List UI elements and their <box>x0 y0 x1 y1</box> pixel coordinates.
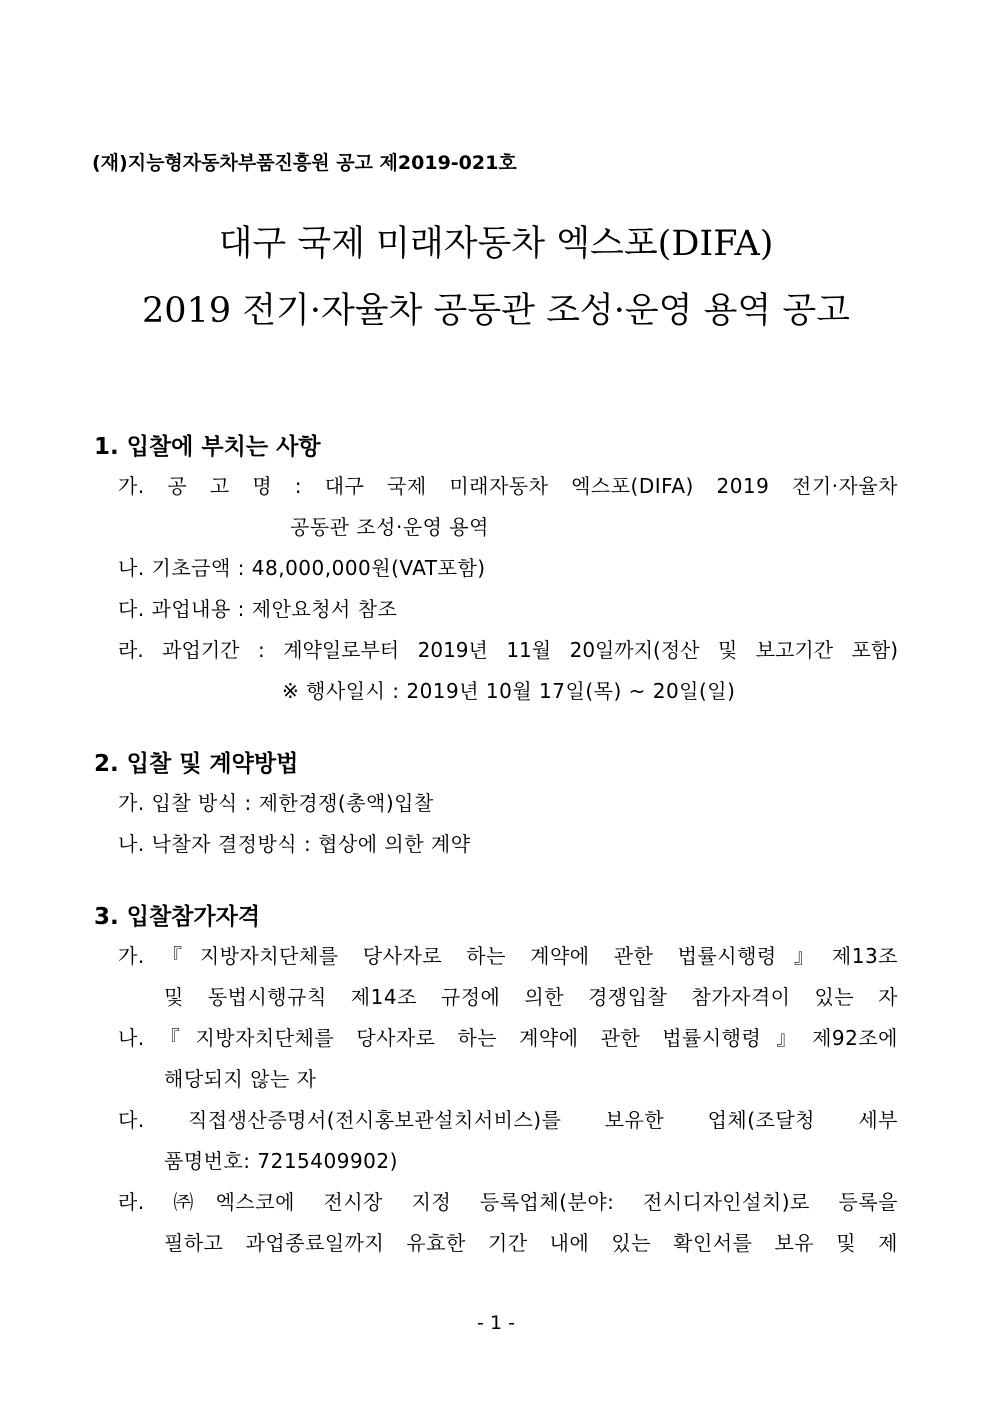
section-3-item-ga-continued: 및 동법시행규칙 제14조 규정에 의한 경쟁입찰 참가자격이 있는 자 <box>164 985 898 1009</box>
document-title-line-1: 대구 국제 미래자동차 엑스포(DIFA) <box>218 224 774 264</box>
section-3-item-da-continued: 품명번호: 7215409902) <box>164 1149 398 1173</box>
section-1-event-date-note: ※ 행사일시 : 2019년 10월 17일(목) ~ 20일(일) <box>282 679 736 703</box>
section-1-item-ga: 가. 공 고 명 : 대구 국제 미래자동차 엑스포(DIFA) 2019 전기·자율차 <box>118 474 898 498</box>
section-1-heading: 1. 입찰에 부치는 사항 <box>94 434 321 460</box>
section-3-item-ra: 라. ㈜엑스코에 전시장 지정 등록업체(분야: 전시디자인설치)로 등록을 <box>118 1190 898 1214</box>
section-2-item-na: 나. 낙찰자 결정방식 : 협상에 의한 계약 <box>118 832 471 856</box>
section-3-item-ra-continued: 필하고 과업종료일까지 유효한 기간 내에 있는 확인서를 보유 및 제 <box>164 1231 898 1255</box>
section-3-item-na-continued: 해당되지 않는 자 <box>164 1067 317 1091</box>
document-title-line-2: 2019 전기·자율차 공동관 조성·운영 용역 공고 <box>142 291 850 331</box>
section-3-item-da: 다. 직접생산증명서(전시홍보관설치서비스)를 보유한 업체(조달청 세부 <box>118 1108 898 1132</box>
section-1-item-ra: 라. 과업기간 : 계약일로부터 2019년 11월 20일까지(정산 및 보고기간 포함) <box>118 638 898 662</box>
section-2-item-ga: 가. 입찰 방식 : 제한경쟁(총액)입찰 <box>118 791 434 815</box>
section-3-item-ga: 가.『지방자치단체를 당사자로 하는 계약에 관한 법률시행령』제13조 <box>118 944 898 968</box>
section-2-heading: 2. 입찰 및 계약방법 <box>94 751 299 777</box>
section-1-item-na: 나. 기초금액 : 48,000,000원(VAT포함) <box>118 556 486 580</box>
section-1-item-ga-continued: 공동관 조성·운영 용역 <box>290 515 489 539</box>
page-number: - 1 - <box>477 1312 515 1334</box>
section-3-item-na: 나.『지방자치단체를 당사자로 하는 계약에 관한 법률시행령』제92조에 <box>118 1026 898 1050</box>
notice-number: (재)지능형자동차부품진흥원 공고 제2019-021호 <box>92 152 517 174</box>
section-1-item-da: 다. 과업내용 : 제안요청서 참조 <box>118 597 398 621</box>
section-3-heading: 3. 입찰참가자격 <box>94 904 261 930</box>
